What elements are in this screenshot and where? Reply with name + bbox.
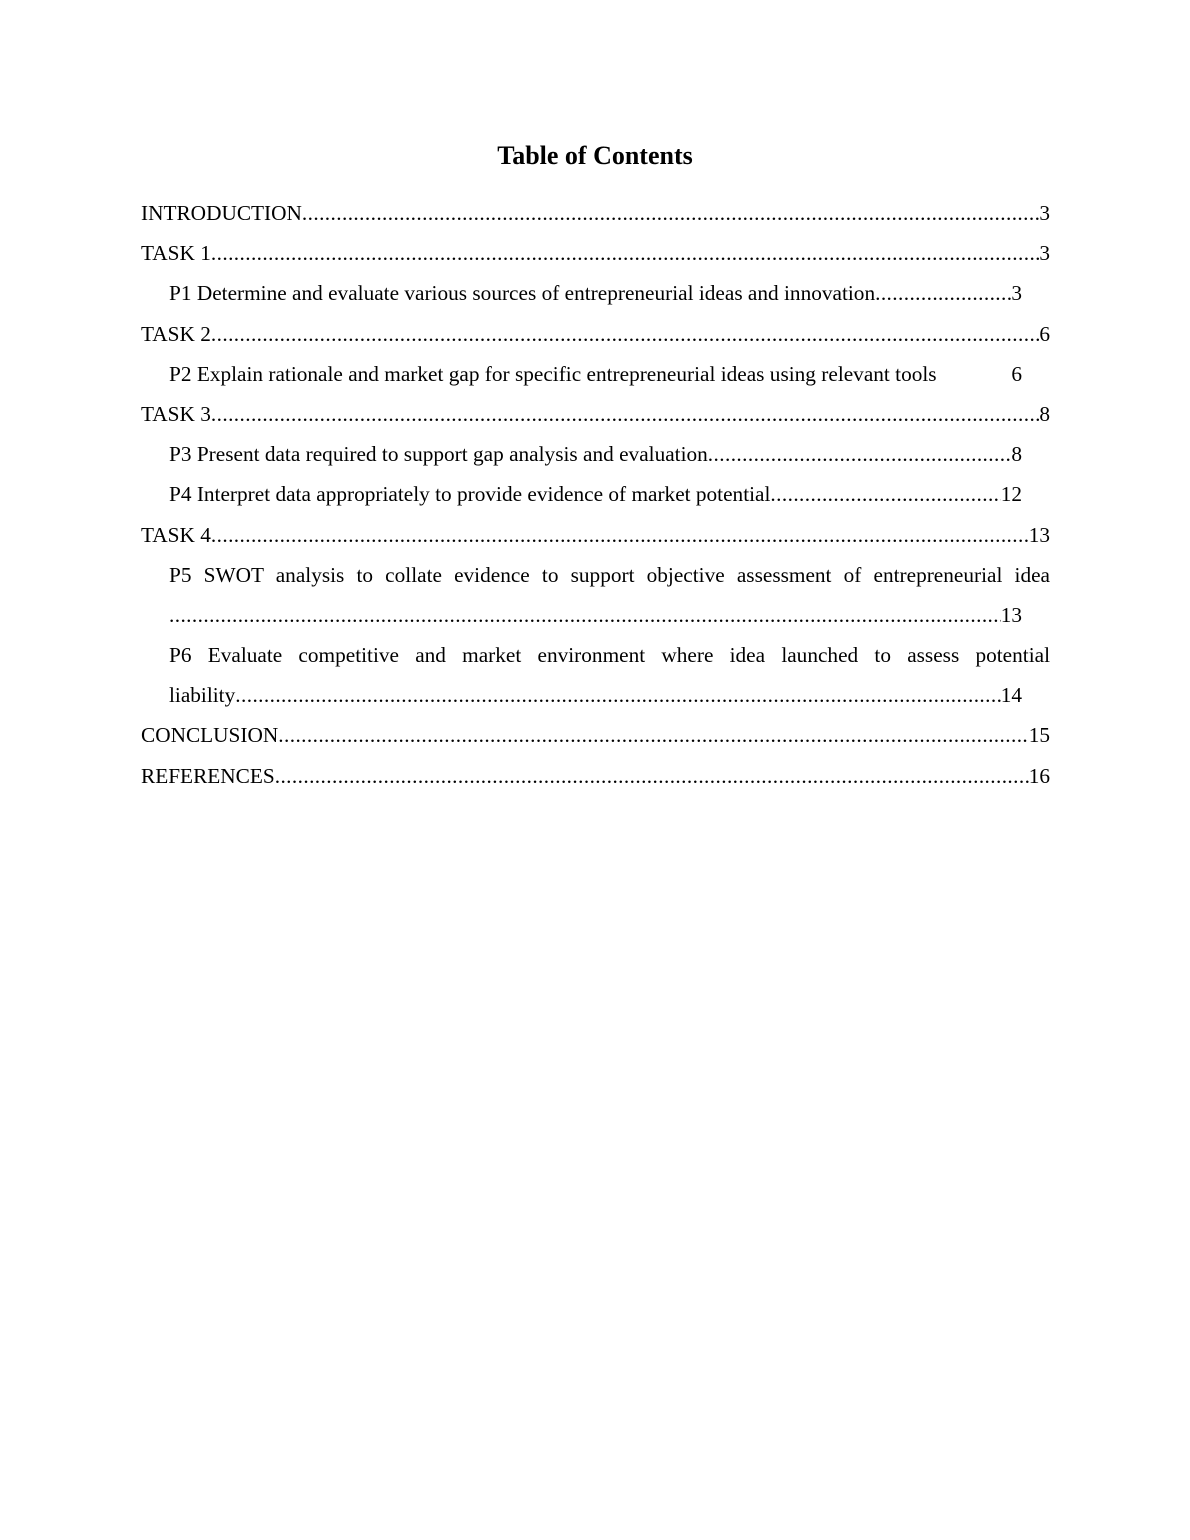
dot-leader: [211, 515, 1029, 555]
toc-entry-p4[interactable]: [169, 474, 1022, 514]
toc-entry-page: 16: [1028, 763, 1050, 788]
toc-entry-label: P1 Determine and evaluate various sources of entrepreneurial ideas and innovation: [169, 281, 876, 306]
toc-entry-page: 3: [1039, 241, 1050, 266]
toc-entry-label: TASK 1: [141, 241, 211, 266]
toc-entry-page: 8: [1011, 442, 1022, 467]
toc-entry-references[interactable]: [141, 756, 1050, 796]
toc-entry-page: 12: [1000, 482, 1022, 507]
dot-leader: [278, 715, 1028, 755]
toc-entry-page: 14: [1000, 683, 1022, 708]
toc-entry-label: P4 Interpret data appropriately to provide evidence of market potential: [169, 482, 771, 507]
toc-entry-label: INTRODUCTION: [141, 201, 302, 225]
toc-entry-label: CONCLUSION: [141, 723, 279, 748]
dot-leader: [275, 756, 1029, 796]
toc-entry-page: 3: [1039, 201, 1050, 225]
toc-entry-page: 13: [1028, 522, 1050, 547]
toc-entry-p3[interactable]: [169, 434, 1022, 474]
dot-leader: [211, 394, 1039, 434]
toc-entry-task-4[interactable]: [141, 515, 1050, 555]
toc-entry-label: P3 Present data required to support gap analysis and evaluation: [169, 442, 708, 467]
dot-leader: [211, 314, 1039, 354]
toc-entry-task-2[interactable]: [141, 314, 1050, 354]
toc-entry-page: 13: [1000, 602, 1022, 627]
toc-entry-task-1[interactable]: [141, 233, 1050, 273]
dot-leader: [770, 474, 1000, 514]
toc-entry-page: 8: [1039, 401, 1050, 426]
toc-entry-p2[interactable]: [169, 354, 1022, 394]
toc-entry-conclusion[interactable]: [141, 715, 1050, 755]
dot-leader: [169, 595, 1001, 635]
toc-entry-label: TASK 2: [141, 321, 211, 346]
toc-entry-label: P2 Explain rationale and market gap for specific entrepreneurial ideas using relevant tools: [169, 361, 937, 386]
toc-entry-page: 15: [1028, 723, 1050, 748]
table-of-contents: [141, 193, 1050, 796]
toc-title: Table of Contents: [497, 141, 693, 170]
dot-leader: [211, 233, 1039, 273]
toc-entry-label: REFERENCES: [141, 763, 275, 788]
toc-entry-p6-label-line[interactable]: P6 Evaluate competitive and market environment where idea launched to assess potential: [169, 643, 1050, 668]
toc-entry-page: 3: [1011, 281, 1022, 306]
dot-leader: [708, 434, 1012, 474]
toc-entry-p5[interactable]: [169, 595, 1022, 635]
toc-entry-introduction[interactable]: [141, 193, 1050, 233]
toc-entry-label: TASK 3: [141, 401, 211, 426]
toc-entry-p6[interactable]: [169, 675, 1022, 715]
dot-leader: [235, 675, 1000, 715]
toc-entry-label: liability: [169, 683, 236, 708]
dot-leader: [875, 273, 1011, 313]
toc-entry-p5-label-line[interactable]: P5 SWOT analysis to collate evidence to support objective assessment of entrepreneurial idea: [169, 562, 1050, 587]
toc-entry-p1[interactable]: [169, 273, 1022, 313]
toc-entry-label: TASK 4: [141, 522, 211, 547]
toc-entry-page: 6: [1039, 321, 1050, 346]
dot-leader: [302, 193, 1039, 233]
toc-entry-page: 6: [1011, 361, 1022, 386]
toc-entry-task-3[interactable]: [141, 394, 1050, 434]
